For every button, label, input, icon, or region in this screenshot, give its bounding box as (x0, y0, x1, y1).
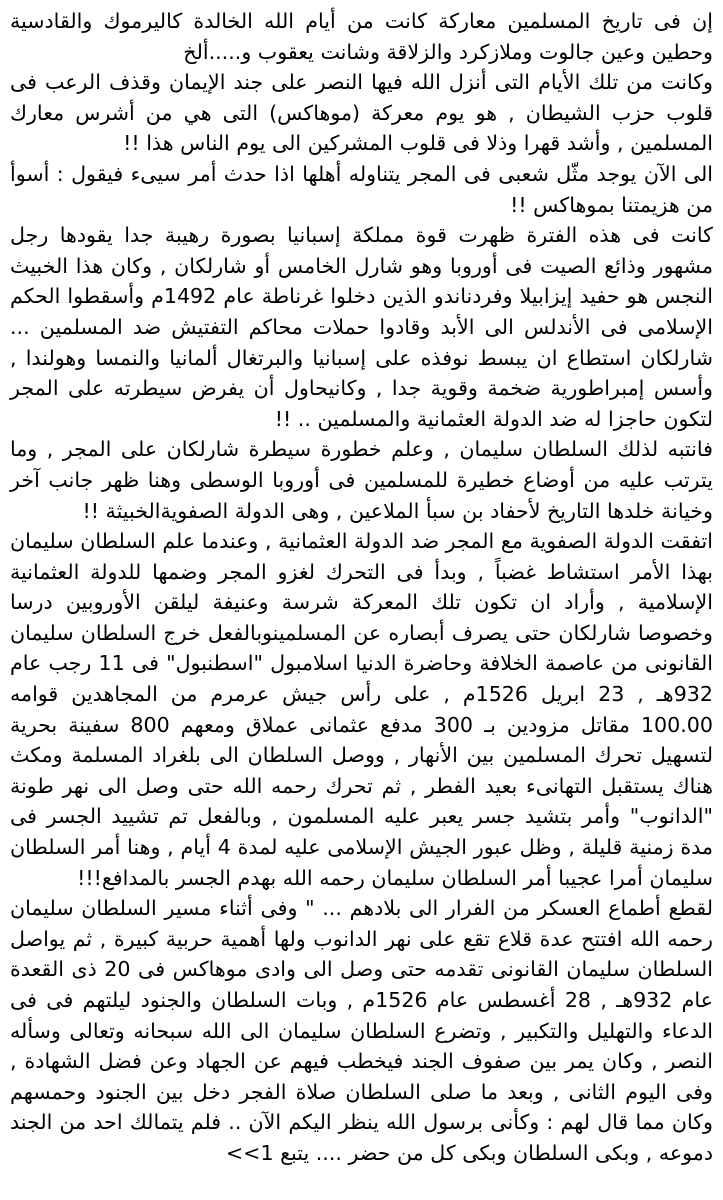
paragraph-intro: إن فى تاريخ المسلمين معاركة كانت من أيام الله الخالدة كاليرموك والقادسية وحطين وعين جالوت وملازكرد والزلاقة وشانت يعقوب و.....ألخ (10, 9, 713, 64)
paragraph-spain-charles-v: كانت فى هذه الفترة ظهرت قوة مملكة إسبانيا بصورة رهيبة جدا يقودها رجل مشهور وذائع الصيت فى أوروبا وهو شارل الخامس أو شارلكان , وكان هذا الخبيث النجس هو حفيد إيزابيلا وفردناندو الذين دخلوا غرناطة عام 1492م وأسقطوا الحكم الإسلامى فى الأندلس الى الأبد وقادوا حملات محاكم التفتيش ضد المسلمين ... شارلكان استطاع ان يبسط نوفذه على إسبانيا والبرتغال ألمانيا والنمسا وهولندا , وأسس إمبراطورية ضخمة وقوية جدا , وكانيحاول أن يفرض سيطرته على المجر لتكون حاجزا له ضد الدولة العثمانية والمسلمين .. !! (10, 223, 714, 431)
paragraph-safavid-alliance-campaign: اتفقت الدولة الصفوية مع المجر ضد الدولة العثمانية , وعندما علم السلطان سليمان بهذا الأمر استشاط غضباً , وبدأ فى التحرك لغزو المجر وضمها للدولة العثمانية الإسلامية , وأراد ان تكون تلك المعركة شرسة وعنيفة ليلقن الأوروبين درسا وخصوصا شارلكان حتى يصرف أبصاره عن المسلمينوبالفعل خرج السلطان سليمان القانونى من عاصمة الخلافة وحاضرة الدنيا اسلامبول "اسطنبول" فى 11 رجب عام 932هـ , 23 ابريل 1526م , على رأس جيش عرمرم من المجاهدين قوامه 100.00 مقاتل مزودين بـ 300 مدفع عثمانى عملاق ومعهم 800 سفينة بحرية لتسهيل تحرك المسلمين بين الأنهار , ووصل السلطان الى بلغراد المسلمة ومكث هناك يستقبل التهانىء بعيد الفطر , ثم تحرك رحمه الله حتى وصل الى نهر طونة "الدانوب" وأمر بتشيد جسر يعبر عليه المسلمون , وبالفعل تم تشييد الجسر فى مدة زمنية قليلة , وظل عبور الجيش الإسلامى عليه لمدة 4 أيام , وهنا أمر السلطان سليمان أمرا عجيبا أمر السلطان سليمان رحمه الله بهدم الجسر بالمدافع!!! (10, 529, 713, 890)
paragraph-march-to-mohacs: لقطع أطماع العسكر من الفرار الى بلادهم ... " وفى أثناء مسير السلطان سليمان رحمه الله افتتح عدة قلاع تقع على نهر الدانوب ولها أهمية حربية كبيرة , ثم يواصل السلطان سليمان القانونى تقدمه حتى وصل الى وادى موهاكس فى 20 ذى القعدة عام 932هـ , 28 أغسطس عام 1526م , وبات السلطان والجنود ليلتهم فى فى الدعاء والتهليل والتكبير , وتضرع السلطان سليمان الى الله سبحانه وتعالى وسأله النصر , وكان يمر بين صفوف الجند فيخطب فيهم عن الجهاد وعن فضل الشهادة , وفى اليوم الثانى , وبعد ما صلى السلطان صلاة الفجر دخل بين الجنود وحمسهم وكان مما قال لهم : وكأنى برسول الله ينظر اليكم الآن .. فلم يتمالك احد من الجند دموعه , وبكى السلطان وبكى كل من حضر .... يتبع 1>> (10, 896, 713, 1165)
paragraph-mohacs-battle: وكانت من تلك الأيام التى أنزل الله فيها النصر على جند الإيمان وقذف الرعب فى قلوب حزب الشيطان , هو يوم معركة (موهاكس) التى هي من أشرس معارك المسلمين , وأشد قهرا وذلا فى قلوب المشركين الى يوم الناس هذا !! (10, 70, 713, 156)
paragraph-sultan-suleiman-alert: فانتبه لذلك السلطان سليمان , وعلم خطورة سيطرة شارلكان على المجر , وما يترتب عليه من أوضاع خطيرة للمسلمين فى أوروبا الوسطى وهنا ظهر جانب آخر وخيانة خلدها التاريخ لأحفاد بن سبأ الملاعين , وهى الدولة الصفويةالخبيثة !! (10, 437, 713, 523)
paragraph-hungarian-proverb: الى الآن يوجد مثّل شعبى فى المجر يتناوله أهلها اذا حدث أمر سيىء فيقول : أسوأ من هزيمتنا بموهاكس !! (10, 161, 713, 217)
